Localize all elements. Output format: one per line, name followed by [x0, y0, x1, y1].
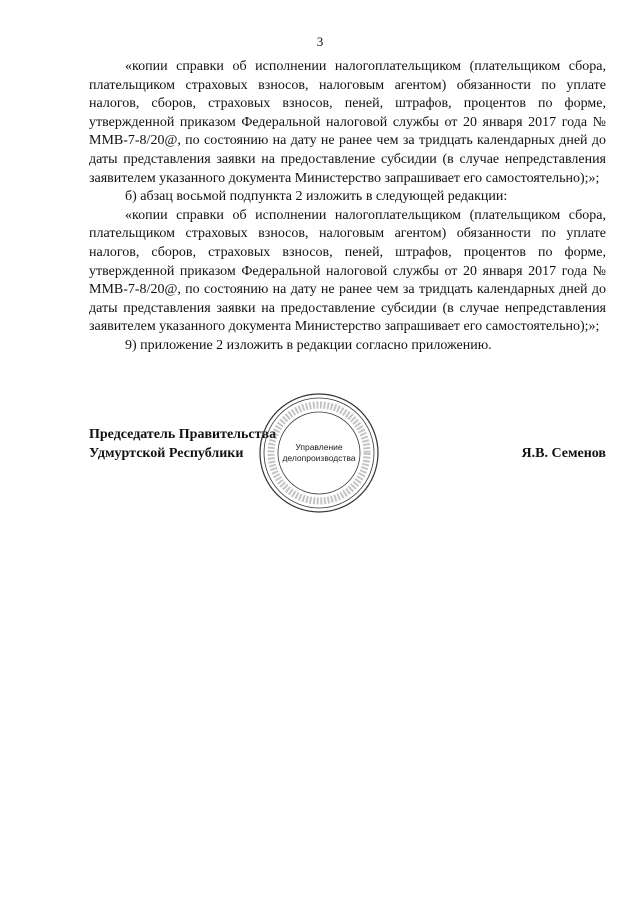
official-seal: [258, 392, 380, 514]
seal-center-line-2: делопроизводства: [282, 453, 356, 463]
paragraph-1: «копии справки об исполнении налогоплательщиком (плательщиком сбора, плательщиком страховых взносов, налоговым агентом) обязанности по уплате налогов, сборов, страховых взносов, пеней, штрафов, процентов по форме, утвержденной приказом Федеральной налоговой службы от 20 января 2017 года № ММВ-7-8/20@, по состоянию на дату не ранее чем за тридцать календарных дней до даты представления заявки на предоставление субсидии (в случае непредставления заявителем указанного документа Министерство запрашивает его самостоятельно);»;: [89, 59, 606, 186]
page-number: 3: [316, 34, 324, 49]
paragraph-4: 9) приложение 2 изложить в редакции согласно приложению.: [125, 337, 492, 353]
signatory-title-line-2: Удмуртской Республики: [89, 445, 244, 461]
paragraph-2: б) абзац восьмой подпункта 2 изложить в следующей редакции:: [125, 189, 508, 205]
paragraph-3: «копии справки об исполнении налогоплательщиком (плательщиком сбора, плательщиком страховых взносов, налоговым агентом) обязанности по уплате налогов, сборов, страховых взносов, пеней, штрафов, процентов по форме, утвержденной приказом Федеральной налоговой службы от 20 января 2017 года № ММВ-7-8/20@, по состоянию на дату не ранее чем за тридцать календарных дней до даты представления заявки на предоставление субсидии (в случае непредставления заявителем указанного документа Министерство запрашивает его самостоятельно);»;: [89, 207, 606, 335]
signatory-title-line-1: Председатель Правительства: [89, 427, 277, 442]
seal-center-line-1: Управление: [295, 442, 343, 452]
document-body: [89, 58, 606, 356]
signatory-name: Я.В. Семенов: [521, 445, 606, 461]
